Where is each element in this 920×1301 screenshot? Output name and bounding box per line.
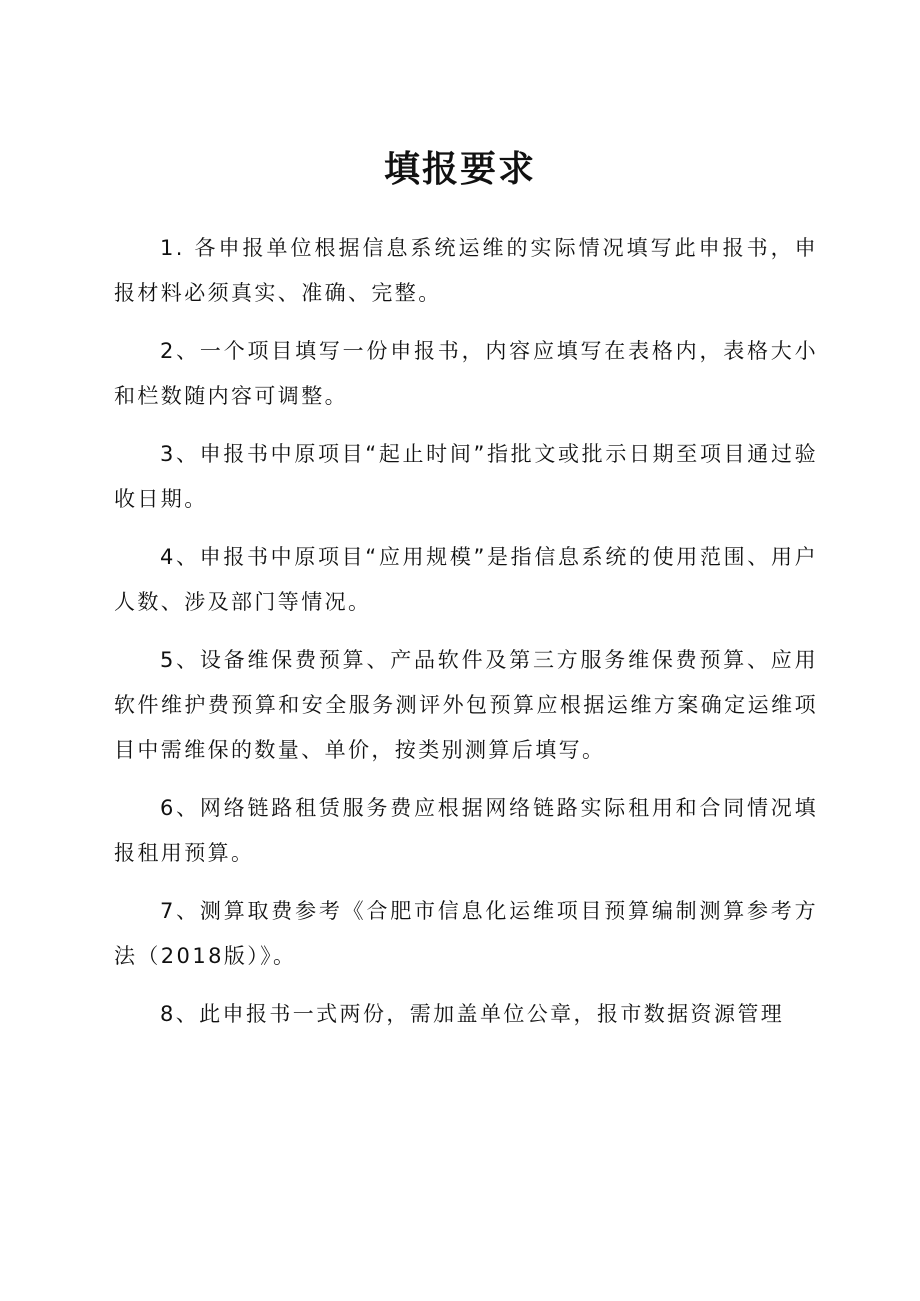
requirement-item-1: 1. 各申报单位根据信息系统运维的实际情况填写此申报书，申报材料必须真实、准确、完整。 <box>114 236 818 305</box>
requirement-item-7: 7、测算取费参考《合肥市信息化运维项目预算编制测算参考方法（2018版）》。 <box>114 899 818 968</box>
requirement-item-8: 8、此申报书一式两份，需加盖单位公章，报市数据资源管理 <box>160 1002 785 1026</box>
requirement-item-4: 4、申报书中原项目“应用规模”是指信息系统的使用范围、用户人数、涉及部门等情况。 <box>114 545 818 614</box>
page-title: 填报要求 <box>383 149 536 191</box>
requirement-item-6: 6、网络链路租赁服务费应根据网络链路实际租用和合同情况填报租用预算。 <box>114 796 818 865</box>
requirements-list <box>114 226 818 1050</box>
requirement-item-2: 2、一个项目填写一份申报书，内容应填写在表格内，表格大小和栏数随内容可调整。 <box>114 339 818 408</box>
requirement-item-3: 3、申报书中原项目“起止时间”指批文或批示日期至项目通过验收日期。 <box>114 442 818 511</box>
requirement-item-5: 5、设备维保费预算、产品软件及第三方服务维保费预算、应用软件维护费预算和安全服务测评外包预算应根据运维方案确定运维项目中需维保的数量、单价，按类别测算后填写。 <box>114 648 818 762</box>
